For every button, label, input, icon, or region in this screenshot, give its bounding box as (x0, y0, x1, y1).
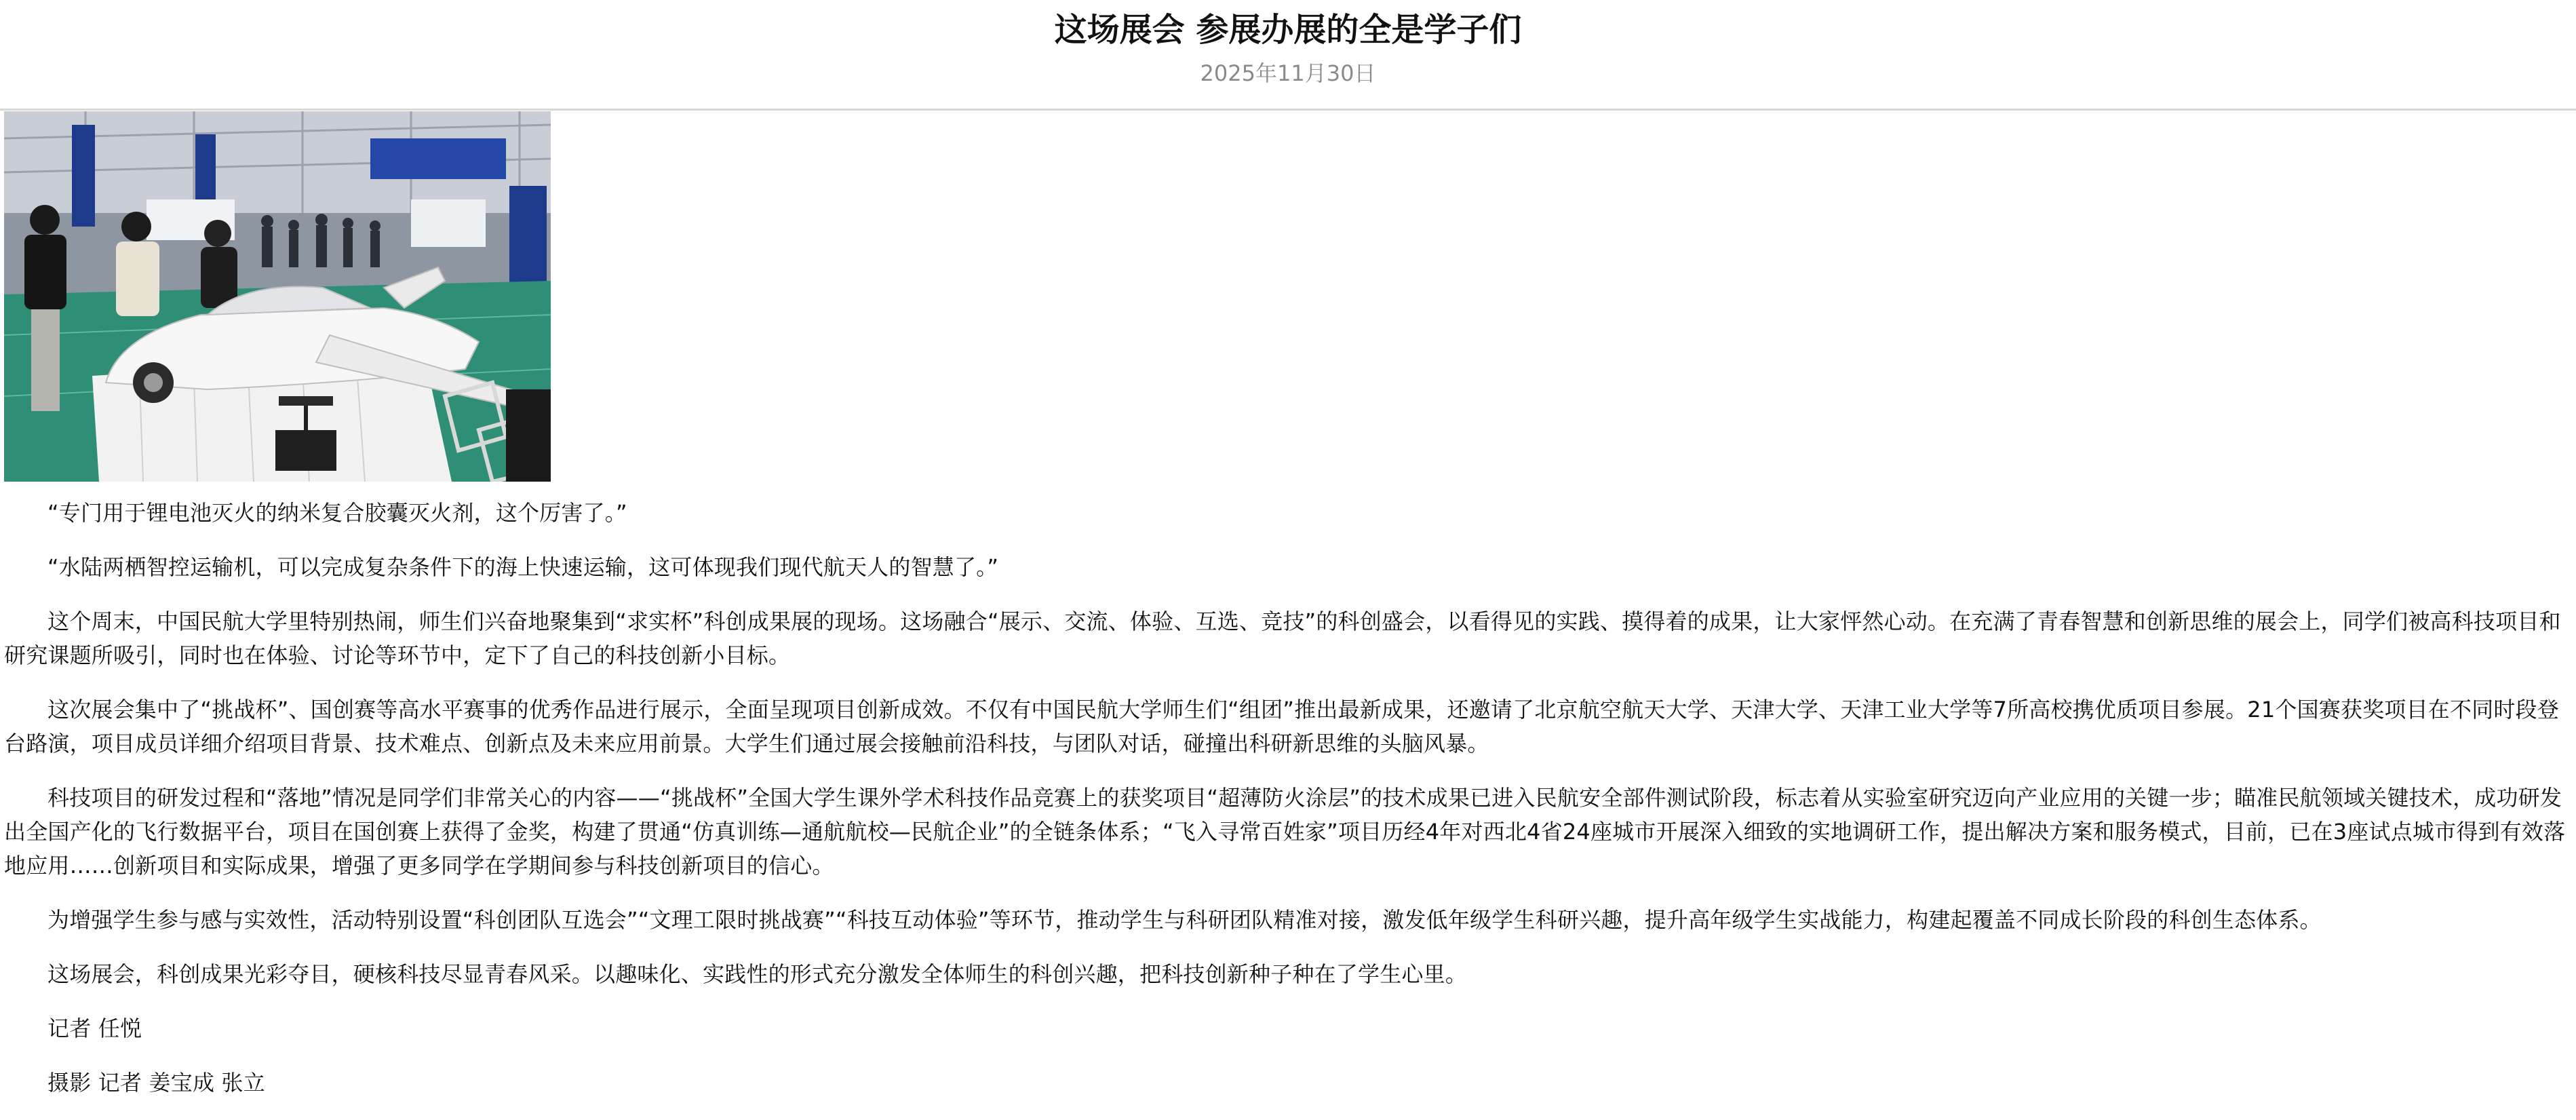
paragraph: 这次展会集中了“挑战杯”、国创赛等高水平赛事的优秀作品进行展示，全面呈现项目创新成效。不仅有中国民航大学师生们“组团”推出最新成果，还邀请了北京航空航天大学、天津大学、天津工业大学等7所高校携优质项目参展。21个国赛获奖项目在不同时段登台路演，项目成员详细介绍项目背景、技术难点、创新点及未来应用前景。大学生们通过展会接触前沿科技，与团队对话，碰撞出科研新思维的头脑风暴。 (4, 697, 2559, 756)
exhibition-scene-image (4, 111, 551, 482)
news-photo (4, 111, 551, 482)
article-body (4, 496, 2568, 1120)
paragraph: 这场展会，科创成果光彩夺目，硬核科技尽显青春风采。以趣味化、实践性的形式充分激发全体师生的科创兴趣，把科技创新种子种在了学生心里。 (47, 961, 1468, 987)
banner (72, 125, 95, 227)
paragraph: 这个周末，中国民航大学里特别热闹，师生们兴奋地聚集到“求实杯”科创成果展的现场。这场融合“展示、交流、体验、互选、竞技”的科创盛会，以看得见的实践、摸得着的成果，让大家怦然心动。在充满了青春智慧和创新思维的展会上，同学们被高科技项目和研究课题所吸引，同时也在体验、讨论等环节中，定下了自己的科技创新小目标。 (4, 609, 2561, 668)
article-header (0, 0, 2576, 111)
dark-booth (506, 389, 551, 482)
paragraph: 为增强学生参与感与实效性，活动特别设置“科创团队互选会”“文理工限时挑战赛”“科技互动体验”等环节，推动学生与科研团队精准对接，激发低年级学生科研兴趣，提升高年级学生实战能力，构建起覆盖不同成长阶段的科创生态体系。 (47, 907, 2322, 933)
paragraph: “水陆两栖智控运输机，可以完成复杂条件下的海上快速运输，这可体现我们现代航天人的智慧了。” (47, 554, 999, 580)
display-board (411, 199, 486, 247)
photo-credit: 摄影 记者 姜宝成 张立 (47, 1070, 265, 1096)
paragraph: 科技项目的研发过程和“落地”情况是同学们非常关心的内容——“挑战杯”全国大学生课外学术科技作品竞赛上的获奖项目“超薄防火涂层”的技术成果已进入民航安全部件测试阶段，标志着从实验室研究迈向产业应用的关键一步；瞄准民航领域关键技术，成功研发出全国产化的飞行数据平台，项目在国创赛上获得了金奖，构建了贯通“仿真训练—通航航校—民航企业”的全链条体系；“飞入寻常百姓家”项目历经4年对西北4省24座城市开展深入细致的实地调研工作，提出解决方案和服务模式，目前，已在3座试点城市得到有效落地应用……创新项目和实际成果，增强了更多同学在学期间参与科技创新项目的信心。 (4, 785, 2566, 878)
reporter-credit: 记者 任悦 (47, 1016, 142, 1041)
banner (370, 138, 506, 179)
paragraph: “专门用于锂电池灭火的纳米复合胶囊灭火剂，这个厉害了。” (47, 500, 627, 526)
article-date: 2025年11月30日 (1200, 60, 1376, 86)
article-title: 这场展会 参展办展的全是学子们 (1054, 11, 1522, 49)
